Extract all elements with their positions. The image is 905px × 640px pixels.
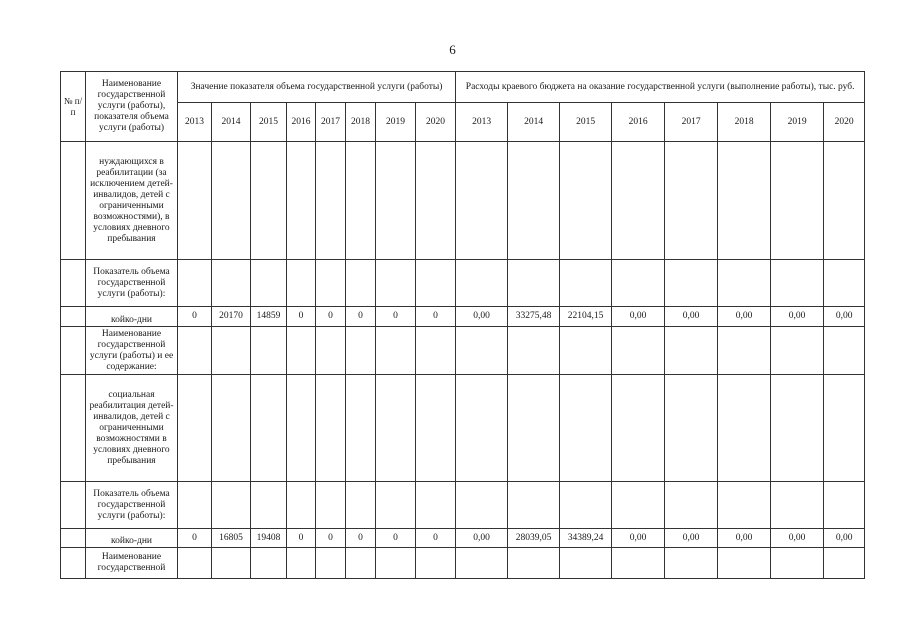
row-label: койко-дни [86, 529, 178, 548]
budget-value-cell [771, 482, 824, 529]
budget-value-cell: 0,00 [718, 307, 771, 327]
volume-value-cell [287, 327, 316, 375]
budget-value-cell: 0,00 [612, 529, 665, 548]
volume-value-cell [346, 548, 376, 579]
budget-value-cell [665, 548, 718, 579]
volume-value-cell [178, 327, 212, 375]
budget-value-cell [456, 375, 508, 482]
table-row [61, 548, 865, 579]
budget-value-cell [508, 548, 560, 579]
budget-table [60, 71, 865, 579]
volume-value-cell [416, 482, 456, 529]
volume-value-cell [376, 548, 416, 579]
volume-value-cell [416, 327, 456, 375]
volume-value-cell [376, 482, 416, 529]
budget-value-cell [718, 327, 771, 375]
volume-value-cell: 0 [316, 307, 346, 327]
budget-value-cell [612, 142, 665, 260]
volume-value-cell [212, 327, 251, 375]
header-volume-year: 2018 [346, 103, 376, 142]
volume-value-cell [287, 142, 316, 260]
table-row [61, 327, 865, 375]
volume-value-cell [376, 260, 416, 307]
header-name-column: Наименование государственной услуги (работы), показателя объема услуги (работы) [86, 72, 178, 142]
row-label: Наименование государственной услуги (работы) и ее содержание: [86, 327, 178, 375]
volume-value-cell [346, 482, 376, 529]
table-row [61, 142, 865, 260]
budget-value-cell [560, 548, 612, 579]
row-number-cell [61, 548, 86, 579]
budget-value-cell [560, 142, 612, 260]
row-label: Показатель объема государственной услуги (работы): [86, 260, 178, 307]
row-label: нуждающихся в реабилитации (за исключением детей-инвалидов, детей с ограниченными возможностями), в условиях дневного пребывания [86, 142, 178, 260]
table-row [61, 307, 865, 327]
volume-value-cell [416, 375, 456, 482]
volume-value-cell [316, 260, 346, 307]
budget-value-cell: 22104,15 [560, 307, 612, 327]
volume-value-cell [316, 482, 346, 529]
header-volume-year: 2019 [376, 103, 416, 142]
budget-value-cell [612, 260, 665, 307]
budget-value-cell [612, 548, 665, 579]
header-volume-year: 2013 [178, 103, 212, 142]
volume-value-cell [287, 375, 316, 482]
header-budget-year: 2013 [456, 103, 508, 142]
budget-value-cell: 0,00 [824, 307, 865, 327]
volume-value-cell: 0 [287, 529, 316, 548]
row-number-cell [61, 529, 86, 548]
volume-value-cell: 0 [178, 529, 212, 548]
row-number-cell [61, 482, 86, 529]
header-budget-year: 2019 [771, 103, 824, 142]
volume-value-cell [346, 142, 376, 260]
volume-value-cell [178, 548, 212, 579]
header-volume-group: Значение показателя объема государственной услуги (работы) [178, 72, 456, 103]
budget-value-cell [824, 482, 865, 529]
budget-value-cell [824, 260, 865, 307]
row-number-cell [61, 375, 86, 482]
volume-value-cell [416, 260, 456, 307]
volume-value-cell: 20170 [212, 307, 251, 327]
volume-value-cell: 0 [346, 529, 376, 548]
budget-value-cell: 28039,05 [508, 529, 560, 548]
volume-value-cell: 0 [416, 307, 456, 327]
budget-value-cell [771, 548, 824, 579]
volume-value-cell: 19408 [251, 529, 287, 548]
budget-value-cell [560, 482, 612, 529]
budget-value-cell [665, 142, 718, 260]
row-number-cell [61, 307, 86, 327]
budget-value-cell [824, 375, 865, 482]
header-volume-year: 2015 [251, 103, 287, 142]
row-label: койко-дни [86, 307, 178, 327]
header-budget-year: 2018 [718, 103, 771, 142]
volume-value-cell: 0 [346, 307, 376, 327]
volume-value-cell [416, 548, 456, 579]
volume-value-cell [376, 375, 416, 482]
volume-value-cell [212, 482, 251, 529]
budget-value-cell [665, 482, 718, 529]
volume-value-cell [346, 375, 376, 482]
volume-value-cell [251, 142, 287, 260]
budget-value-cell [718, 260, 771, 307]
header-number-column: № п/ п [61, 72, 86, 142]
volume-value-cell: 0 [416, 529, 456, 548]
budget-value-cell [456, 327, 508, 375]
budget-value-cell [508, 142, 560, 260]
volume-value-cell [251, 327, 287, 375]
budget-value-cell [612, 375, 665, 482]
budget-value-cell [718, 548, 771, 579]
volume-value-cell: 0 [376, 529, 416, 548]
budget-value-cell: 0,00 [612, 307, 665, 327]
budget-value-cell [612, 327, 665, 375]
volume-value-cell [251, 482, 287, 529]
volume-value-cell [376, 327, 416, 375]
header-budget-year: 2014 [508, 103, 560, 142]
budget-value-cell: 0,00 [771, 529, 824, 548]
budget-value-cell [824, 327, 865, 375]
row-label: Наименование государственной [86, 548, 178, 579]
volume-value-cell [212, 375, 251, 482]
budget-value-cell: 0,00 [824, 529, 865, 548]
volume-value-cell [346, 260, 376, 307]
table-header [61, 72, 865, 142]
volume-value-cell [316, 375, 346, 482]
budget-value-cell [771, 142, 824, 260]
budget-value-cell: 0,00 [771, 307, 824, 327]
volume-value-cell [212, 548, 251, 579]
budget-value-cell [665, 260, 718, 307]
row-label: социальная реабилитация детей-инвалидов, детей с ограниченными возможностями в условиях дневного пребывания [86, 375, 178, 482]
volume-value-cell [287, 482, 316, 529]
budget-value-cell [771, 260, 824, 307]
budget-value-cell [718, 375, 771, 482]
table-row [61, 529, 865, 548]
budget-value-cell: 34389,24 [560, 529, 612, 548]
budget-value-cell: 0,00 [665, 529, 718, 548]
budget-value-cell [612, 482, 665, 529]
volume-value-cell [287, 548, 316, 579]
budget-value-cell [771, 327, 824, 375]
header-budget-year: 2020 [824, 103, 865, 142]
row-label: Показатель объема государственной услуги (работы): [86, 482, 178, 529]
budget-value-cell [665, 327, 718, 375]
volume-value-cell [178, 260, 212, 307]
budget-value-cell [718, 142, 771, 260]
volume-value-cell [316, 548, 346, 579]
header-volume-year: 2016 [287, 103, 316, 142]
budget-value-cell: 0,00 [456, 529, 508, 548]
budget-value-cell [456, 548, 508, 579]
header-volume-year: 2014 [212, 103, 251, 142]
budget-value-cell [508, 327, 560, 375]
budget-value-cell [824, 142, 865, 260]
budget-value-cell [560, 375, 612, 482]
table-row [61, 260, 865, 307]
budget-value-cell: 0,00 [665, 307, 718, 327]
volume-value-cell: 0 [178, 307, 212, 327]
volume-value-cell [316, 327, 346, 375]
header-budget-year: 2015 [560, 103, 612, 142]
budget-value-cell [560, 260, 612, 307]
volume-value-cell: 0 [376, 307, 416, 327]
volume-value-cell [251, 260, 287, 307]
table-body [61, 142, 865, 579]
volume-value-cell [178, 375, 212, 482]
volume-value-cell [316, 142, 346, 260]
volume-value-cell [251, 375, 287, 482]
volume-value-cell [416, 142, 456, 260]
header-budget-year: 2016 [612, 103, 665, 142]
row-number-cell [61, 260, 86, 307]
budget-value-cell [508, 482, 560, 529]
volume-value-cell [287, 260, 316, 307]
volume-value-cell: 16805 [212, 529, 251, 548]
row-number-cell [61, 142, 86, 260]
volume-value-cell: 14859 [251, 307, 287, 327]
budget-value-cell [456, 482, 508, 529]
budget-value-cell [824, 548, 865, 579]
table-row [61, 375, 865, 482]
budget-value-cell [771, 375, 824, 482]
budget-value-cell [508, 260, 560, 307]
header-volume-year: 2020 [416, 103, 456, 142]
budget-value-cell: 33275,48 [508, 307, 560, 327]
volume-value-cell [251, 548, 287, 579]
header-volume-year: 2017 [316, 103, 346, 142]
volume-value-cell [212, 260, 251, 307]
header-budget-year: 2017 [665, 103, 718, 142]
volume-value-cell [212, 142, 251, 260]
budget-value-cell [456, 142, 508, 260]
budget-value-cell [665, 375, 718, 482]
volume-value-cell [346, 327, 376, 375]
row-number-cell [61, 327, 86, 375]
table-row [61, 482, 865, 529]
volume-value-cell: 0 [287, 307, 316, 327]
volume-value-cell [178, 482, 212, 529]
header-budget-group: Расходы краевого бюджета на оказание государственной услуги (выполнение работы), тыс. руб. [456, 72, 865, 103]
page-number: 6 [449, 42, 456, 57]
budget-value-cell [456, 260, 508, 307]
budget-value-cell [718, 482, 771, 529]
budget-value-cell: 0,00 [456, 307, 508, 327]
volume-value-cell: 0 [316, 529, 346, 548]
volume-value-cell [178, 142, 212, 260]
budget-value-cell [508, 375, 560, 482]
budget-value-cell: 0,00 [718, 529, 771, 548]
header-years-row [61, 103, 865, 142]
budget-value-cell [560, 327, 612, 375]
volume-value-cell [376, 142, 416, 260]
